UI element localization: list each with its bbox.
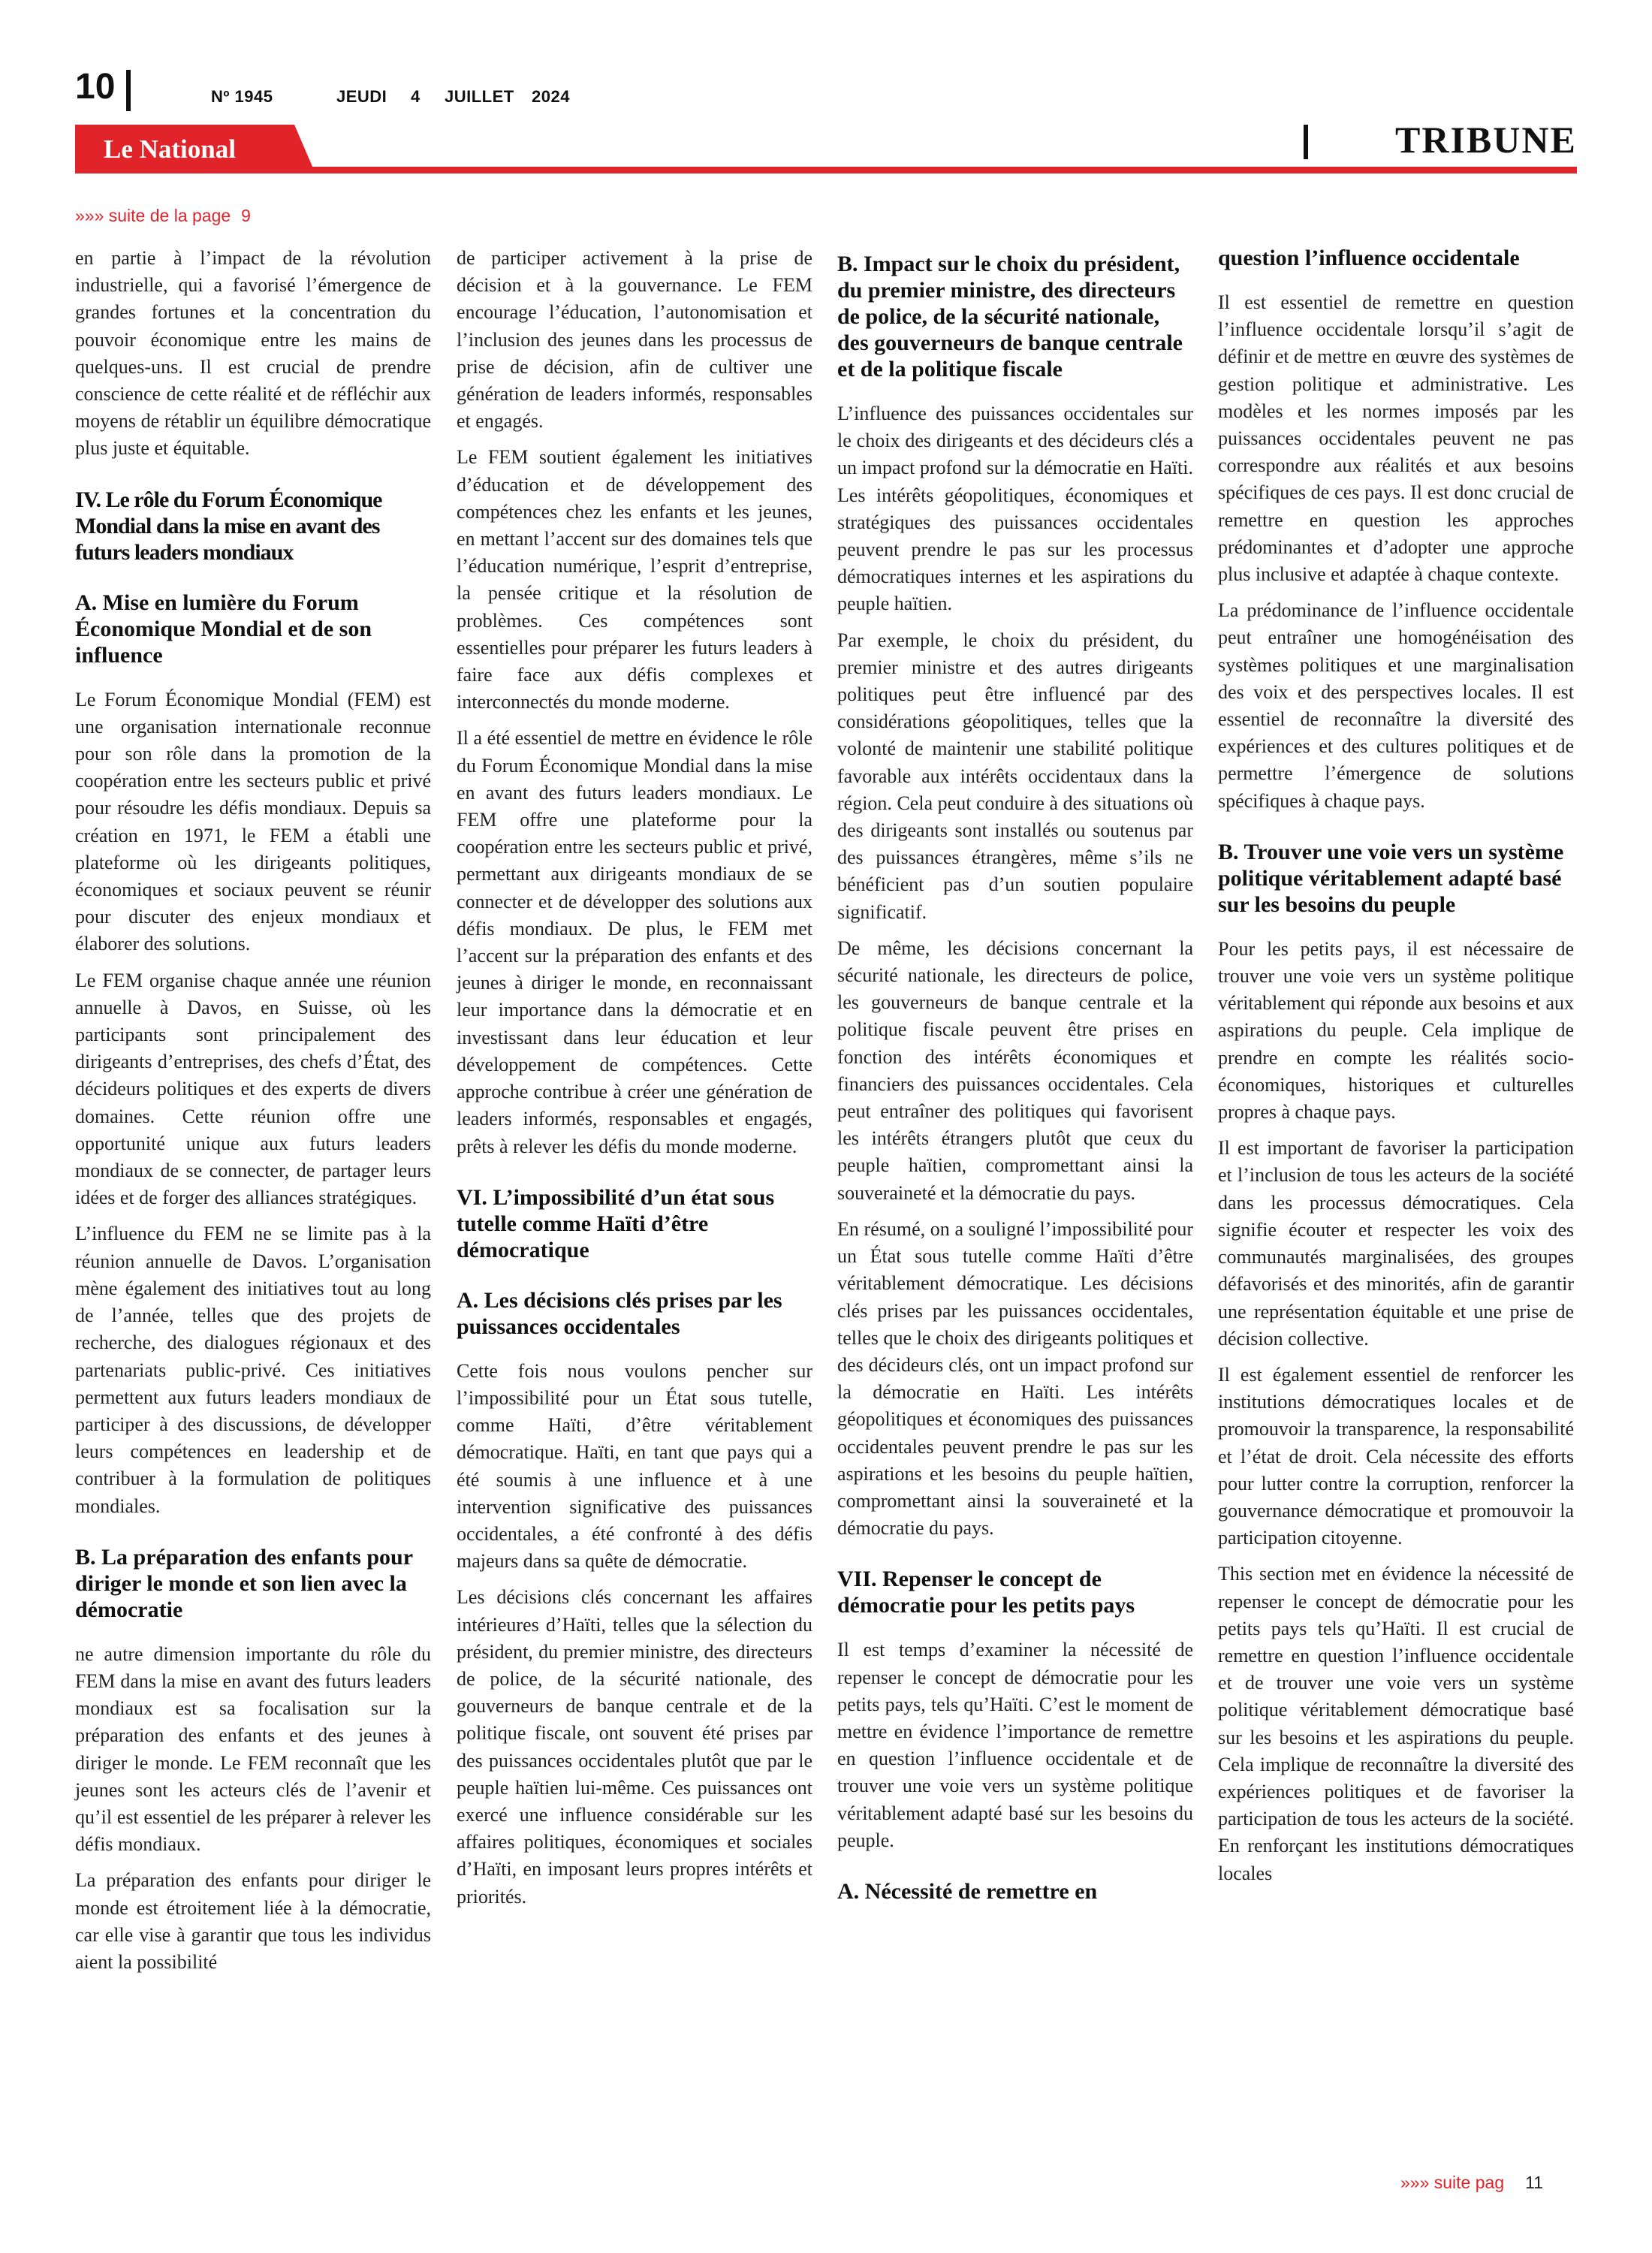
page-number-divider bbox=[126, 70, 131, 111]
continued-to[interactable] bbox=[1400, 2173, 1543, 2193]
paragraph: Par exemple, le choix du président, du premier ministre et des autres dirigeants politiques peut être influencé par des considérations géopolitiques, telles que la volonté de maintenir une stabilité politique favorable aux intérêts occidentaux dans la région. Cela peut conduire à des situations où des dirigeants sont installés ou soutenus par des puissances étrangères, même s’ils ne bénéficient pas d’un soutien populaire significatif. bbox=[837, 629, 1193, 923]
continued-from[interactable] bbox=[75, 206, 251, 226]
article-column-1 bbox=[75, 245, 431, 1985]
paragraph: L’influence du FEM ne se limite pas à la réunion annuelle de Davos. L’organisation mène également des initiatives tout au long de l’année, telles que des projets de recherche, des dialogues régionaux et des partenariats public-privé. Ces initiatives permettent aux futurs leaders mondiaux de participer à des discussions, de développer leurs compétences en leadership et de contribuer à la formulation de politiques mondiales. bbox=[75, 1223, 431, 1517]
paragraph: De même, les décisions concernant la sécurité nationale, les directeurs de police, les gouverneurs de banque centrale et la politique fiscale peuvent être prises en fonction des intérêts économiques et financiers des puissances occidentales. Cela peut entraîner des politiques qui favorisent les intérêts étrangers plutôt que ceux du peuple haïtien, compromettant ainsi la souveraineté et la démocratie du pays. bbox=[837, 936, 1193, 1204]
paragraph: Il a été essentiel de mettre en évidence le rôle du Forum Économique Mondial dans la mise en avant des futurs leaders mondiaux. Le FEM offre une plateforme pour la coopération entre les secteurs public et privé, permettant aux dirigeants mondiaux de se connecter et de développer des solutions aux défis mondiaux. De plus, le FEM met l’accent sur la préparation des enfants et des jeunes à diriger le monde, en reconnaissant leur importance dans la démocratie et en investissant dans leur éducation et leur développement de compétences. Cette approche contribue à créer une génération de leaders informés, responsables et engagés, prêts à relever les défis du monde moderne. bbox=[457, 727, 812, 1157]
section-heading: B. Impact sur le choix du président, du premier ministre, des directeurs de police, de la sécurité nationale, des gouverneurs de banque centrale et de la politique fiscale bbox=[837, 252, 1183, 382]
issue-day: JEUDI bbox=[336, 87, 387, 106]
paragraph: Les décisions clés concernant les affaires intérieures d’Haïti, telles que la sélection du président, du premier ministre, des directeurs de police, de la sécurité nationale, des gouverneurs de banque centrale et de la politique fiscale, ont souvent été prises par des puissances occidentales plutôt que par le peuple haïtien lui-même. Ces puissances ont exercé une influence considérable sur les affaires politiques, économiques et sociales d’Haïti, en imposant leurs propres intérêts et priorités. bbox=[457, 1586, 812, 1908]
continued-to-page: 11 bbox=[1525, 2173, 1544, 2192]
paragraph: Il est essentiel de remettre en question l’influence occidentale lorsqu’il s’agit de définir et de mettre en œuvre des systèmes de gestion politique et administrative. Les modèles et les normes imposés par les puissances occidentales peuvent ne pas correspondre aux réalités et aux besoins spécifiques de ces pays. Il est donc crucial de remettre en question les approches prédominantes et d’adopter une approche plus inclusive et adaptée à chaque contexte. bbox=[1218, 291, 1574, 586]
paragraph: de participer activement à la prise de décision et à la gouvernance. Le FEM encourage l’éducation, l’autonomisation et l’inclusion des jeunes dans les processus de prise de décision, afin de cultiver une génération de leaders informés, responsables et engagés. bbox=[457, 247, 812, 433]
paragraph: L’influence des puissances occidentales sur le choix des dirigeants et des décideurs clés a un impact profond sur la démocratie en Haïti. Les intérêts géopolitiques, économiques et stratégiques des puissances occidentales peuvent prendre le pas sur les processus démocratiques internes et les aspirations du peuple haïtien. bbox=[837, 403, 1193, 615]
article-column-2 bbox=[457, 245, 812, 1920]
paragraph: Il est également essentiel de renforcer les institutions démocratiques locales et de promouvoir la transparence, la responsabilité et l’état de droit. Cela nécessite des efforts pour lutter contre la corruption, renforcer la gouvernance démocratique et promouvoir la participation citoyenne. bbox=[1218, 1363, 1574, 1549]
logo-text: Le National bbox=[104, 134, 236, 164]
article-column-3 bbox=[837, 251, 1193, 1923]
paragraph: En résumé, on a souligné l’impossibilité pour un État sous tutelle comme Haïti d’être véritablement démocratique. Les décisions clés prises par les puissances occidentales, telles que le choix des dirigeants politiques et des décideurs clés, ont un impact profond sur la démocratie en Haïti. Les intérêts géopolitiques et économiques des puissances occidentales peuvent prendre le pas sur les aspirations et les besoins du peuple haïtien, compromettant ainsi la souveraineté et la démocratie du pays. bbox=[837, 1217, 1193, 1540]
section-heading: A. Nécessité de remettre en bbox=[837, 1878, 1098, 1904]
paragraph: Pour les petits pays, il est nécessaire de trouver une voie vers un système politique véritablement qui réponde aux besoins et aux aspirations du peuple. Cela implique de prendre en compte les réalités socio-économiques, historiques et culturelles propres à chaque pays. bbox=[1218, 937, 1574, 1123]
newspaper-logo bbox=[75, 125, 315, 173]
page-number: 10 bbox=[75, 67, 116, 107]
section-heading: B. Trouver une voie vers un système politique véritablement adapté basé sur les besoins du peuple bbox=[1218, 839, 1564, 917]
section-heading: B. La préparation des enfants pour diriger le monde et son lien avec la démocratie bbox=[75, 1544, 413, 1622]
paragraph: This section met en évidence la nécessité de repenser le concept de démocratie pour les petits pays tels qu’Haïti. Il est crucial de remettre en question l’influence occidentale et de trouver une voie vers un système politique véritablement démocratique basé sur les besoins et les aspirations du peuple. Cela implique de reconnaître la diversité des expériences politiques et de favoriser la participation de tous les acteurs de la société. En renforçant les institutions démocratiques locales bbox=[1218, 1563, 1574, 1884]
section-heading: A. Les décisions clés prises par les puissances occidentales bbox=[457, 1287, 782, 1339]
section-heading: question l’influence occidentale bbox=[1218, 246, 1520, 270]
issue-number: Nº 1945 bbox=[211, 87, 273, 106]
paragraph: La prédominance de l’influence occidentale peut entraîner une homogénéisation des systèmes politiques et une marginalisation des voix et des perspectives locales. Il est essentiel de reconnaître la diversité des expériences et des cultures politiques et de permettre l’émergence de solutions spécifiques à chaque pays. bbox=[1218, 599, 1574, 812]
continued-to-label: »»» suite pag bbox=[1400, 2173, 1505, 2192]
issue-date-year: 2024 bbox=[532, 87, 570, 106]
issue-date-month: JUILLET bbox=[445, 87, 514, 106]
paragraph: Il est temps d’examiner la nécessité de repenser le concept de démocratie pour les petits pays, tels qu’Haïti. C’est le moment de mettre en évidence l’importance de remettre en question l’influence occidentale et de trouver une voie vers un système politique véritablement adapté basé sur les besoins du peuple. bbox=[837, 1639, 1193, 1851]
paragraph: Cette fois nous voulons pencher sur l’impossibilité pour un État sous tutelle, comme Haïti, d’être véritablement démocratique. Haïti, en tant que pays qui a été soumis à une influence et à une intervention significative des puissances occidentales, a été confronté à des défis majeurs dans sa quête de démocratie. bbox=[457, 1359, 812, 1573]
continued-from-label: »»» suite de la page bbox=[75, 206, 231, 225]
paragraph: en partie à l’impact de la révolution industrielle, qui a favorisé l’émergence de grandes fortunes et la concentration du pouvoir économique entre les mains de quelques-uns. Il est crucial de prendre conscience de cette réalité et de réfléchir aux moyens de rétablir un équilibre démocratique plus juste et équitable. bbox=[75, 247, 431, 460]
paragraph: Le FEM organise chaque année une réunion annuelle à Davos, en Suisse, où les participants sont principalement des dirigeants d’entreprises, des chefs d’État, des décideurs politiques et des experts de divers domaines. Cette réunion offre une opportunité unique aux futurs leaders mondiaux de se connecter, de partager leurs idées et de forger des alliances stratégiques. bbox=[75, 969, 431, 1209]
section-heading: IV. Le rôle du Forum Économique Mondial dans la mise en avant des futurs leaders mondiaux bbox=[75, 487, 382, 565]
continued-from-page: 9 bbox=[241, 206, 251, 225]
section-divider bbox=[1304, 125, 1308, 159]
section-heading: VI. L’impossibilité d’un état sous tutelle comme Haïti d’être démocratique bbox=[457, 1184, 775, 1262]
paragraph: Le Forum Économique Mondial (FEM) est une organisation internationale reconnue pour son rôle dans la promotion de la coopération entre les secteurs public et privé pour résoudre les défis mondiaux. Depuis sa création en 1971, le FEM a établi une plateforme où les dirigeants politiques, économiques et sociaux peuvent se réunir pour discuter des enjeux mondiaux et élaborer des solutions. bbox=[75, 688, 431, 955]
article-column-4 bbox=[1218, 245, 1574, 1896]
paragraph: ne autre dimension importante du rôle du FEM dans la mise en avant des futurs leaders mondiaux est sa focalisation sur la préparation des enfants et des jeunes à diriger le monde. Le FEM reconnaît que les jeunes sont les acteurs clés de l’avenir et qu’il est essentiel de les préparer à relever les défis mondiaux. bbox=[75, 1642, 431, 1856]
masthead bbox=[0, 0, 1652, 188]
issue-date-day: 4 bbox=[411, 87, 421, 106]
paragraph: La préparation des enfants pour diriger le monde est étroitement liée à la démocratie, car elle vise à garantir que tous les individus aient la possibilité bbox=[75, 1869, 431, 1973]
section-heading: VII. Repenser le concept de démocratie pour les petits pays bbox=[837, 1567, 1135, 1618]
section-title: TRIBUNE bbox=[1395, 119, 1577, 161]
paragraph: Il est important de favoriser la participation et l’inclusion de tous les acteurs de la société dans les processus démocratiques. Cela signifie écouter et respecter les voix des communautés marginalisées, des groupes défavorisés et des minorités, afin de garantir une représentation équitable et une prise de décision collective. bbox=[1218, 1137, 1574, 1350]
section-heading: A. Mise en lumière du Forum Économique Mondial et de son influence bbox=[75, 590, 372, 668]
paragraph: Le FEM soutient également les initiatives d’éducation et de développement des compétences chez les enfants et les jeunes, en mettant l’accent sur des domaines tels que l’éducation numérique, l’esprit d’entreprise, la pensée critique et la résolution de problèmes. Ces compétences sont essentielles pour préparer les futurs leaders à faire face aux défis complexes et interconnectés du monde moderne. bbox=[457, 446, 812, 713]
